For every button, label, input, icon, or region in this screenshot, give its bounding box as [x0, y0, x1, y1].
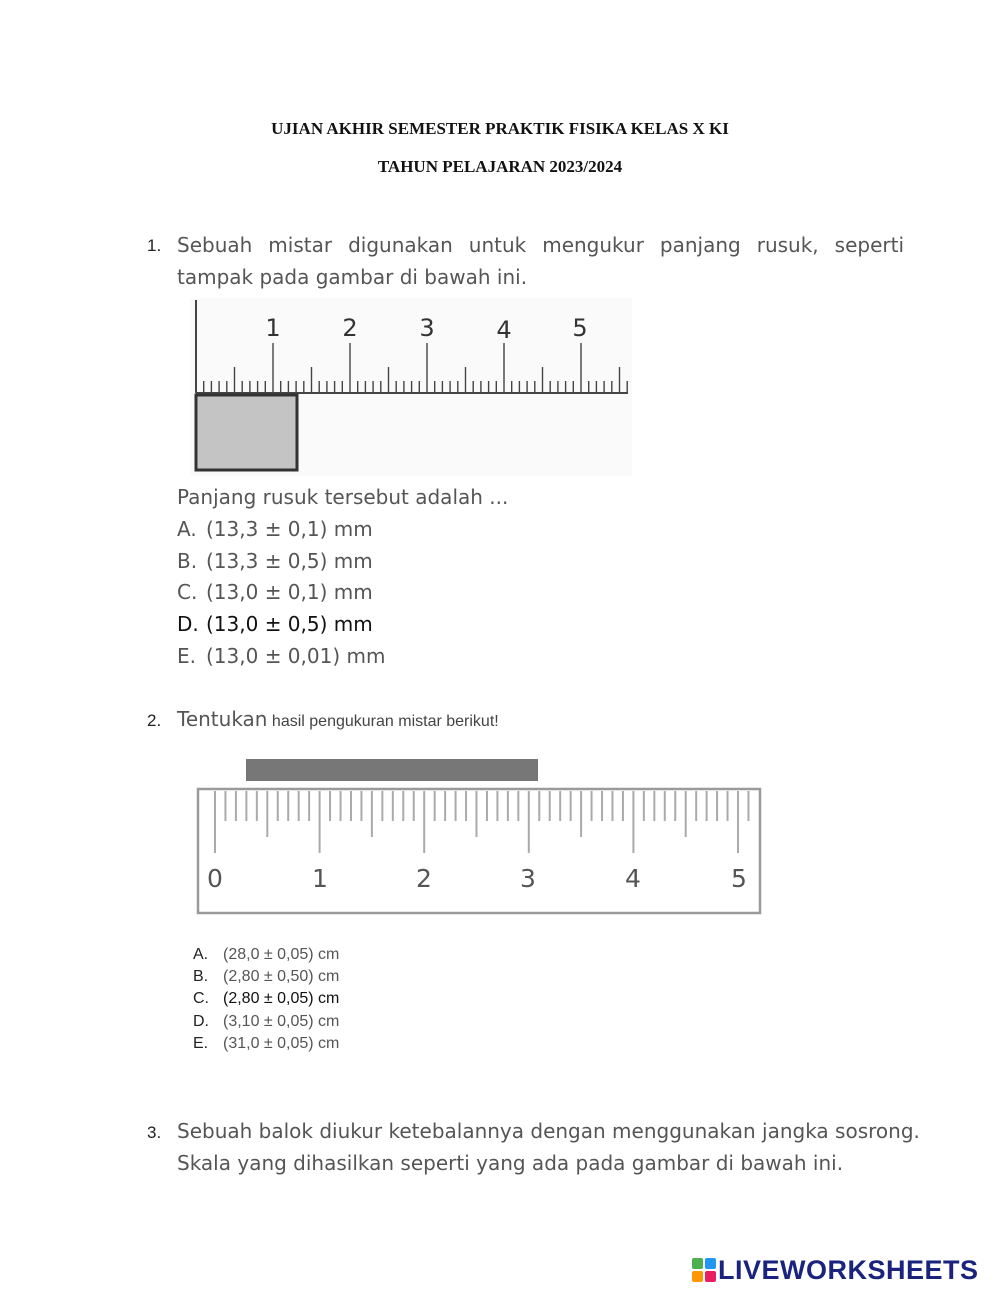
question-1-text: Sebuah mistar digunakan untuk mengukur panjang rusuk, seperti tampak pada gambar di bawah ini.: [177, 233, 904, 289]
option-1e[interactable]: [177, 640, 385, 672]
ruler-2-label: 5: [731, 864, 747, 893]
ruler-2-label: 4: [625, 864, 641, 893]
option-letter: B.: [177, 549, 198, 573]
option-text: (13,3 ± 0,5) mm: [206, 549, 373, 573]
question-1-prompt: Panjang rusuk tersebut adalah ...: [177, 485, 509, 509]
option-1b[interactable]: [177, 545, 373, 577]
option-text: (13,0 ± 0,01) mm: [206, 644, 386, 668]
ruler-1-label: 1: [265, 314, 281, 342]
question-2-number: 2.: [147, 711, 162, 730]
measured-bar: [246, 759, 538, 781]
ruler-2-label: 3: [520, 864, 536, 893]
question-2-text: [177, 703, 499, 738]
option-1c[interactable]: [177, 576, 373, 608]
option-text: (31,0 ± 0,05) cm: [223, 1035, 340, 1052]
question-3-number: 3.: [147, 1123, 162, 1142]
question-3-line2: Skala yang dihasilkan seperti yang ada pada gambar di bawah ini.: [177, 1151, 844, 1175]
option-letter: B.: [193, 968, 209, 985]
ruler-2-label: 1: [312, 864, 328, 893]
option-letter: A.: [193, 946, 209, 963]
option-text: (2,80 ± 0,50) cm: [223, 968, 340, 985]
option-letter: A.: [177, 517, 197, 541]
option-text: (13,3 ± 0,1) mm: [206, 517, 373, 541]
option-letter: E.: [193, 1035, 209, 1052]
option-text: (13,0 ± 0,5) mm: [206, 612, 373, 636]
option-2d[interactable]: [193, 1011, 339, 1033]
page-title: UJIAN AKHIR SEMESTER PRAKTIK FISIKA KELAS X KI: [271, 119, 729, 138]
ruler-1-label: 3: [419, 314, 435, 342]
option-1d[interactable]: [177, 608, 373, 640]
question-2-rest: hasil pengukuran mistar berikut!: [267, 713, 499, 730]
ruler-1-label: 5: [572, 314, 588, 342]
option-text: (13,0 ± 0,1) mm: [206, 580, 373, 604]
logo-text: LIVEWORKSHEETS: [718, 1254, 979, 1285]
option-2c[interactable]: [193, 988, 339, 1010]
option-letter: C.: [193, 990, 209, 1007]
question-2-lead: Tentukan: [177, 707, 268, 731]
option-letter: E.: [177, 644, 196, 668]
question-1-number: 1.: [147, 236, 162, 255]
option-2a[interactable]: [193, 944, 339, 966]
ruler-2-label: 0: [207, 864, 223, 893]
ruler-1-figure: [190, 298, 632, 476]
option-letter: C.: [177, 580, 198, 604]
page-subtitle: TAHUN PELAJARAN 2023/2024: [377, 157, 623, 176]
ruler-2-label: 2: [416, 864, 432, 893]
option-2e[interactable]: [193, 1033, 339, 1055]
measured-block: [196, 395, 297, 470]
question-3-line1: Sebuah balok diukur ketebalannya dengan menggunakan jangka sosrong.: [177, 1119, 920, 1143]
option-text: (3,10 ± 0,05) cm: [223, 1013, 340, 1030]
logo-icon: [692, 1258, 716, 1282]
option-2b[interactable]: [193, 966, 339, 988]
option-letter: D.: [177, 612, 199, 636]
option-1a[interactable]: [177, 513, 373, 545]
ruler-2-figure: [196, 757, 764, 917]
option-text: (28,0 ± 0,05) cm: [223, 946, 340, 963]
ruler-1-label: 2: [342, 314, 358, 342]
liveworksheets-logo[interactable]: [692, 1254, 979, 1286]
option-letter: D.: [193, 1013, 209, 1030]
ruler-1-label: 4: [496, 316, 512, 344]
option-text: (2,80 ± 0,05) cm: [223, 990, 340, 1007]
